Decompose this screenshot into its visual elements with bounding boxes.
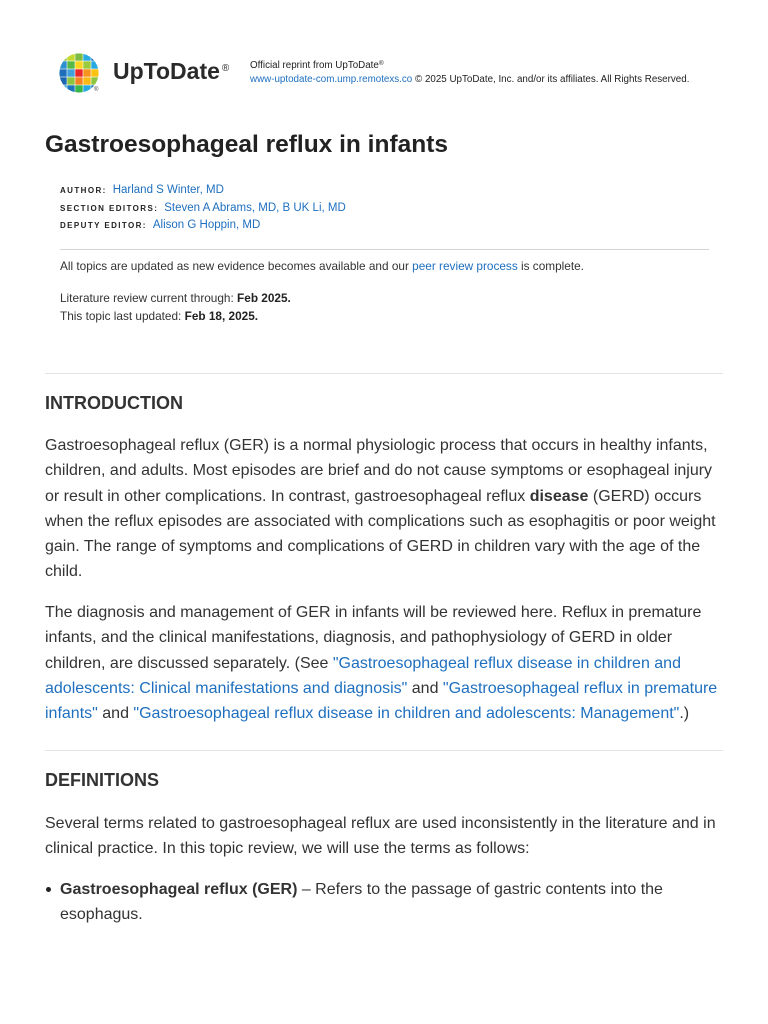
definition-list	[45, 877, 723, 928]
logo-tile	[83, 77, 90, 84]
logo-tile	[67, 77, 74, 84]
logo-tile	[75, 77, 82, 84]
paragraph-text: and	[97, 705, 134, 723]
brand-registered-mark: ®	[221, 63, 230, 74]
update-notice	[60, 258, 584, 274]
last-updated-date	[60, 307, 291, 325]
section-divider	[45, 750, 723, 751]
copyright-line	[250, 73, 689, 87]
topic-link[interactable]: "Gastroesophageal reflux in premature infants"	[45, 679, 718, 723]
logo-tile	[75, 61, 82, 68]
logo-tile	[59, 77, 66, 84]
logo-tile	[91, 53, 98, 60]
deputy-editor-label: DEPUTY EDITOR:	[60, 221, 147, 230]
logo-tile	[59, 69, 66, 76]
divider	[60, 249, 709, 250]
definition-text: – Refers to the passage of gastric contents into the esophagus.	[60, 881, 663, 924]
date-value: Feb 18, 2025.	[184, 309, 259, 323]
topic-link[interactable]: "Gastroesophageal reflux disease in children and adolescents: Management"	[133, 705, 680, 723]
author-label: AUTHOR:	[60, 186, 107, 195]
deputy-editor-link[interactable]: Alison G Hoppin, MD	[152, 219, 261, 231]
logo-tile	[59, 61, 66, 68]
logo-tile	[83, 61, 90, 68]
section-heading-definitions: DEFINITIONS	[45, 770, 160, 790]
logo-tile	[75, 53, 82, 60]
author-row	[60, 180, 346, 198]
section-editors-row	[60, 198, 346, 216]
topic-link[interactable]: "Gastroesophageal reflux disease in children and adolescents: Clinical manifestations and diagnosis"	[45, 654, 681, 697]
brand-text: UpToDate	[113, 58, 220, 84]
logo-tile	[67, 61, 74, 68]
section-divider	[45, 373, 723, 374]
paragraph-text: The diagnosis and management of GER in infants will be reviewed here. Reflux in premature infants, and the clinical manifestations, diagnosis, and pathophysiology of GERD in older children, are discussed separately. (See	[45, 604, 702, 672]
logo-tile	[75, 85, 82, 92]
logo-tile	[91, 69, 98, 76]
logo-mosaic	[59, 53, 98, 92]
logo-tile	[67, 85, 74, 92]
logo-tile	[59, 53, 66, 60]
logo-tile	[83, 69, 90, 76]
logo-tile	[83, 85, 90, 92]
list-item	[45, 877, 723, 928]
date-value: Feb 2025.	[237, 291, 291, 305]
source-link[interactable]: www-uptodate-com.ump.remotexs.co	[250, 74, 413, 85]
paragraph-text: and	[407, 679, 443, 697]
page-title: Gastroesophageal reflux in infants	[45, 131, 448, 158]
section-heading-introduction: INTRODUCTION	[45, 393, 183, 413]
reprint-registered-mark: ®	[378, 60, 384, 67]
author-link[interactable]: Harland S Winter, MD	[112, 184, 224, 196]
reprint-notice	[250, 59, 689, 87]
logo-tile	[91, 77, 98, 84]
name-separator: ,	[276, 201, 283, 214]
section-editors-label: SECTION EDITORS:	[60, 203, 159, 213]
paragraph: Several terms related to gastroesophageal reflux are used inconsistently in the literature and in clinical practice. In this topic review, we will use the terms as follows:	[45, 815, 716, 858]
date-label: This topic last updated:	[60, 309, 182, 323]
emphasis-text: disease	[529, 487, 589, 505]
peer-review-link[interactable]: peer review process	[412, 259, 518, 273]
contributors	[60, 180, 346, 233]
review-dates	[60, 289, 291, 325]
logo-tile	[59, 85, 66, 92]
paragraph-text: (GERD) occurs when the reflux episodes are associated with complications such as esophagitis or poor weight gain. The range of symptoms and complications of GERD in children vary with the age of the child.	[45, 487, 716, 581]
logo-tile	[83, 53, 90, 60]
section-editor-link[interactable]: Steven A Abrams, MD	[164, 201, 277, 214]
paragraph-text: Gastroesophageal reflux (GER) is a normal physiologic process that occurs in healthy infants, children, and adults. Most episodes are brief and do not cause symptoms or esophageal injury or result in other complications. In contrast, gastroesophageal reflux	[45, 437, 713, 505]
deputy-editor-row	[60, 215, 346, 233]
paragraph	[45, 600, 723, 726]
update-notice-text: All topics are updated as new evidence becomes available and our	[60, 259, 413, 273]
section-editor-link[interactable]: B UK Li, MD	[282, 201, 346, 214]
definition-term: Gastroesophageal reflux (GER)	[60, 881, 298, 898]
logo-registered-mark: ®	[94, 87, 99, 93]
copyright-text: © 2025 UpToDate, Inc. and/or its affiliates. All Rights Reserved.	[415, 74, 690, 85]
reprint-text: Official reprint from UpToDate	[250, 60, 379, 71]
logo-tile	[75, 69, 82, 76]
date-label: Literature review current through:	[60, 291, 234, 305]
literature-review-date	[60, 289, 291, 307]
update-notice-text: is complete.	[517, 259, 584, 273]
reprint-line	[250, 59, 689, 73]
logo-tile	[67, 53, 74, 60]
bullet-marker	[46, 887, 51, 892]
brand-name	[113, 60, 229, 83]
logo-tile	[67, 69, 74, 76]
logo-tile	[91, 61, 98, 68]
paragraph-text: .)	[679, 705, 690, 723]
uptodate-logo-icon	[59, 53, 99, 93]
paragraph	[45, 433, 723, 585]
